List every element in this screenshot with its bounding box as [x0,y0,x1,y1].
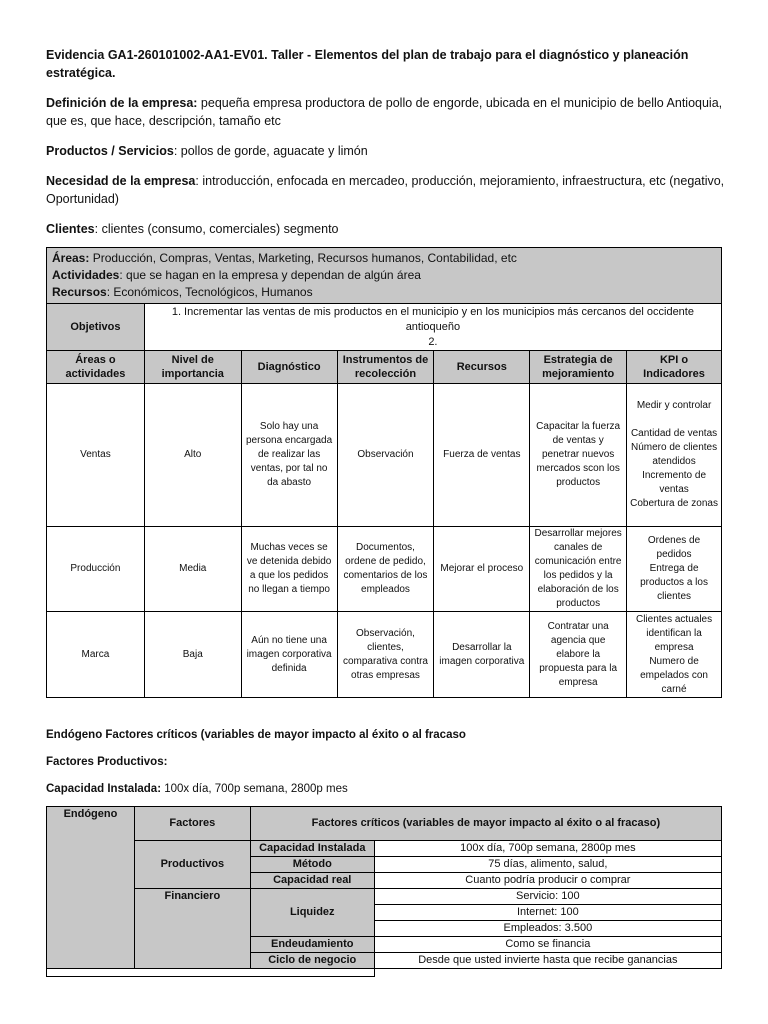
col-header-estrategia: Estrategia de mejoramiento [530,351,627,384]
col-header-instrumentos: Instrumentos de recolección [337,351,434,384]
clientes-paragraph [46,220,726,238]
cell-recursos: Mejorar el proceso [434,527,530,612]
factores-criticos-header: Factores críticos (variables de mayor impacto al éxito o al fracaso) [250,807,721,841]
kpi-item: Medir y controlar [636,400,712,411]
objetivo-1: 1. Incrementar las ventas de mis productos en el municipio y en los municipios más cercanos del occidente antioqueño [171,305,694,333]
kpi-item: Clientes actuales identifican la empresa [635,613,713,653]
table-row [47,612,722,698]
cell-instrumentos: Observación, clientes, comparativa contra otras empresas [337,612,434,698]
factores-header: Factores [134,807,250,841]
productos-text: : pollos de gorde, aguacate y limón [173,144,368,158]
cell-nivel: Baja [144,612,241,698]
necesidad-label: Necesidad de la empresa [46,174,196,188]
kpi-item: Ordenes de pedidos [647,535,701,560]
productos-paragraph [46,142,726,160]
recursos-text: : Económicos, Tecnológicos, Humanos [106,285,313,299]
cap-instalada-value: 100x día, 700p semana, 2800p mes [374,841,721,857]
areas-text: Producción, Compras, Ventas, Marketing, Recursos humanos, Contabilidad, etc [89,251,517,265]
cap-real-label: Capacidad real [250,873,374,889]
cell-kpi [627,612,722,698]
metodo-label: Método [250,857,374,873]
cell-instrumentos: Documentos, ordene de pedido, comentarios de los empleados [337,527,434,612]
cell-estrategia: Capacitar la fuerza de ventas y penetrar nuevos mercados scon los productos [530,384,627,527]
clientes-text: : clientes (consumo, comerciales) segmento [94,222,339,236]
work-plan-table [46,247,722,698]
table-bottom-spacer [47,969,375,977]
endeudamiento-label: Endeudamiento [250,937,374,953]
document-title: Evidencia GA1-260101002-AA1-EV01. Taller - Elementos del plan de trabajo para el diagnóstico y planeación estratégica. [46,48,689,80]
capacidad-text: 100x día, 700p semana, 2800p mes [161,783,348,795]
kpi-item: Incremento de ventas [642,470,707,495]
cell-area: Ventas [47,384,145,527]
definicion-text: pequeña empresa productora de pollo de engorde, ubicada en el municipio de bello Antioquia, que es, que hace, descripción, tamaño etc [46,96,723,128]
clientes-label: Clientes [46,222,95,236]
endogeno-cell: Endógeno [47,807,135,969]
cell-kpi [627,527,722,612]
productos-label: Productos / Servicios [46,144,174,158]
cell-recursos: Desarrollar la imagen corporativa [434,612,530,698]
cell-nivel: Alto [144,384,241,527]
col-header-areas: Áreas o actividades [47,351,145,384]
liquidez-label: Liquidez [250,889,374,937]
col-header-recursos: Recursos [434,351,530,384]
factores-criticos-table [46,806,722,977]
definicion-label: Definición de la empresa: [46,96,198,110]
kpi-item: Entrega de productos a los clientes [640,563,708,602]
col-header-diagnostico: Diagnóstico [241,351,337,384]
cell-kpi [627,384,722,527]
capacidad-label: Capacidad Instalada: [46,783,162,795]
col-header-kpi: KPI o Indicadores [627,351,722,384]
cell-area: Producción [47,527,145,612]
financiero-cell: Financiero [134,889,250,969]
liquidez-value-2: Internet: 100 [374,905,721,921]
cell-area: Marca [47,612,145,698]
objetivo-2: 2. [428,335,438,348]
objetivos-cell [144,304,721,351]
actividades-label: Actividades [52,268,120,282]
ciclo-label: Ciclo de negocio [250,953,374,969]
cell-diagnostico: Aún no tiene una imagen corporativa definida [241,612,337,698]
objetivos-label: Objetivos [47,304,145,351]
kpi-item: Numero de empelados con carné [640,655,708,695]
cell-estrategia: Desarrollar mejores canales de comunicación entre los pedidos y la elaboración de los productos [530,527,627,612]
table-row [47,384,722,527]
endogeno-heading: Endógeno Factores críticos (variables de mayor impacto al éxito o al fracaso [46,729,466,741]
cell-diagnostico: Muchas veces se ve detenida debido a que los pedidos no llegan a tiempo [241,527,337,612]
table-row [47,527,722,612]
capacidad-paragraph [46,780,726,798]
col-header-nivel: Nivel de importancia [144,351,241,384]
kpi-item: Número de clientes atendidos [630,442,718,467]
areas-label: Áreas: [52,251,90,265]
actividades-text: : que se hagan en la empresa y dependan de algún área [119,268,421,282]
cap-instalada-label: Capacidad Instalada [250,841,374,857]
cell-estrategia: Contratar una agencia que elabore la propuesta para la empresa [530,612,627,698]
cap-real-value: Cuanto podría producir o comprar [374,873,721,889]
productivos-cell: Productivos [134,841,250,889]
recursos-label: Recursos [52,285,107,299]
cell-instrumentos: Observación [337,384,434,527]
liquidez-value-1: Servicio: 100 [374,889,721,905]
kpi-item: Cobertura de zonas [630,498,718,509]
liquidez-value-3: Empleados: 3.500 [374,921,721,937]
necesidad-text: : introducción, enfocada en mercadeo, producción, mejoramiento, infraestructura, etc (negativo, Oportunidad) [46,174,725,206]
factores-productivos-heading: Factores Productivos: [46,756,168,768]
definicion-paragraph [46,94,726,130]
kpi-item: Cantidad de ventas [630,428,718,439]
metodo-value: 75 días, alimento, salud, [374,857,721,873]
areas-header-block [47,248,722,304]
cell-diagnostico: Solo hay una persona encargada de realizar las ventas, por tal no da abasto [241,384,337,527]
endeudamiento-value: Como se financia [374,937,721,953]
ciclo-value: Desde que usted invierte hasta que recibe ganancias [374,953,721,969]
necesidad-paragraph [46,172,726,208]
cell-recursos: Fuerza de ventas [434,384,530,527]
cell-nivel: Media [144,527,241,612]
